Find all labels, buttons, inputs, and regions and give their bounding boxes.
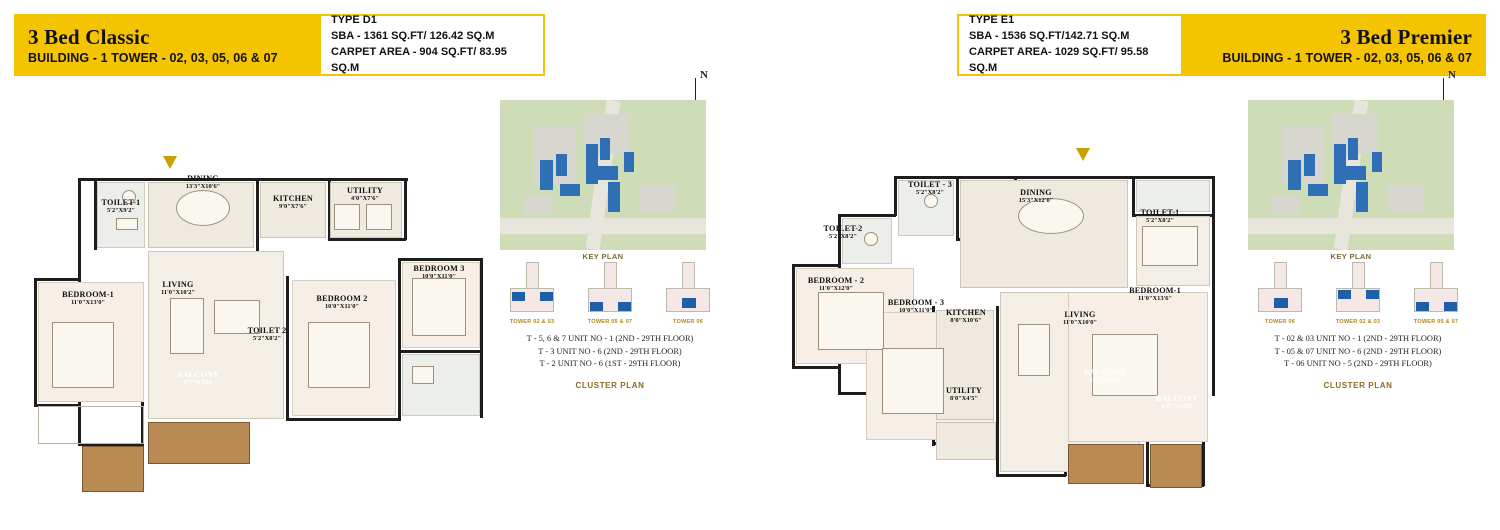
cluster-tower-item (578, 260, 642, 325)
utility-fixture (334, 204, 360, 230)
cluster-tower-caption: TOWER 05 & 07 (1413, 319, 1459, 325)
cluster-plan (500, 260, 720, 390)
room-label-balcony-bedroom-1: BALCONY 4'0" WIDE (1155, 394, 1199, 411)
right-unit-sba: SBA - 1536 SQ.FT/142.71 SQ.M (969, 30, 1130, 43)
cluster-tower-diagram (500, 260, 564, 318)
left-unit-sba: SBA - 1361 SQ.FT/ 126.42 SQ.M (331, 30, 495, 43)
room-label-utility: UTILITY 4'0"X7'6" (347, 186, 383, 203)
cluster-tower-item (656, 260, 720, 325)
utility-fixture (366, 204, 392, 230)
room-toilet-2 (402, 354, 480, 416)
basin-fixture (116, 218, 138, 230)
cluster-tower-diagram (656, 260, 720, 318)
sofa-furniture (1018, 324, 1050, 376)
room-label-balcony-living: BALCONY 4'7"WIDE (176, 370, 220, 387)
room-label-bedroom-1: BEDROOM-1 11'0"X13'0" (62, 290, 114, 307)
wall-segment (838, 214, 896, 217)
bed-furniture (52, 322, 114, 388)
left-unit-header (14, 14, 319, 76)
right-unit-header (1183, 14, 1486, 76)
bed-furniture (412, 278, 466, 336)
balcony-bedroom-1 (82, 446, 144, 492)
cluster-tower-item (1326, 260, 1390, 325)
cluster-tower-row (1248, 260, 1468, 325)
room-toilet-1 (97, 182, 145, 248)
balcony-bedroom-1 (1150, 444, 1202, 488)
cluster-tower-diagram (1404, 260, 1468, 318)
room-label-utility: UTILITY 8'0"X4'5" (946, 386, 982, 403)
room-label-bedroom-2: BEDROOM 2 10'0"X11'0" (316, 294, 368, 311)
north-arrow-icon: N (1434, 104, 1453, 123)
room-label-toilet-3: TOILET - 3 5'2"X8'2" (907, 180, 953, 197)
left-unit-title: 3 Bed Classic (28, 25, 150, 50)
room-label-bedroom-1: BEDROOM-1 11'0"X13'6" (1129, 286, 1181, 303)
wall-segment (404, 178, 407, 240)
wall-segment (34, 278, 80, 281)
entry-arrow-icon (163, 156, 177, 169)
room-kitchen (936, 310, 994, 420)
sofa-furniture (170, 298, 204, 354)
dining-table-furniture (176, 190, 230, 226)
left-unit-type-label: TYPE D1 (331, 14, 377, 27)
wall-segment (792, 264, 840, 267)
wc-fixture (412, 366, 434, 384)
wall-segment (78, 178, 408, 181)
balcony-living (148, 422, 250, 464)
left-unit-plan (8, 69, 744, 526)
room-label-dining: DINING 15'3"X12'0" (1018, 188, 1054, 205)
left-unit-subtitle: BUILDING - 1 TOWER - 02, 03, 05, 06 & 07 (28, 51, 278, 66)
wall-segment (328, 238, 406, 241)
cluster-tower-caption: TOWER 05 & 07 (587, 319, 633, 325)
cluster-note: T - 3 UNIT NO - 6 (2ND - 29TH FLOOR) (538, 346, 682, 356)
room-label-balcony-bedroom-1: BALCONY 4'0"WIDE (92, 408, 136, 425)
cluster-note: T - 5, 6 & 7 UNIT NO - 1 (2ND - 29TH FLOOR) (526, 334, 694, 343)
wall-segment (996, 474, 1066, 477)
room-label-balcony-living: BALCONY 5'0" WIDE (1083, 368, 1127, 385)
room-label-toilet-2: TOILET 2 5'2"X8'2" (247, 326, 287, 343)
wall-segment (1212, 176, 1215, 396)
tv-furniture (1142, 226, 1198, 266)
right-unit-carpet: CARPET AREA- 1029 SQ.FT/ 95.58 SQ.M (969, 46, 1149, 74)
cluster-tower-item (500, 260, 564, 325)
wall-segment (996, 306, 999, 476)
room-label-bedroom-3: BEDROOM 3 10'0"X11'0" (413, 264, 465, 281)
cluster-tower-item (1404, 260, 1468, 325)
wall-segment (398, 258, 401, 421)
cluster-tower-caption: TOWER 02 & 03 (509, 319, 555, 325)
right-unit-plan (756, 69, 1492, 526)
room-label-living: LIVING 11'0"X10'2" (160, 280, 196, 297)
cluster-tower-item (1248, 260, 1312, 325)
right-unit-type-label: TYPE E1 (969, 14, 1015, 27)
cluster-tower-caption: TOWER 06 (1264, 319, 1296, 325)
cluster-tower-diagram (1248, 260, 1312, 318)
right-unit-subtitle: BUILDING - 1 TOWER - 02, 03, 05, 06 & 07 (1222, 51, 1472, 66)
room-label-bedroom-2: BEDROOM - 2 11'0"X12'0" (807, 276, 865, 293)
cluster-note: T - 05 & 07 UNIT NO - 6 (2ND - 29TH FLOOR) (1274, 346, 1442, 356)
entry-arrow-icon (1076, 148, 1090, 161)
wall-segment (286, 276, 289, 421)
wall-segment (34, 278, 37, 406)
room-label-bedroom-3: BEDROOM - 3 10'0"X11'0" (887, 298, 945, 315)
room-label-living: LIVING 11'0"X10'0" (1062, 310, 1098, 327)
cluster-notes (500, 333, 720, 371)
wall-segment (1130, 176, 1214, 179)
key-plan-caption: KEY PLAN (1330, 252, 1372, 261)
cluster-plan (1248, 260, 1468, 390)
room-label-kitchen: KITCHEN 8'0"X10'6" (945, 308, 987, 325)
wall-segment (398, 258, 483, 261)
room-label-kitchen: KITCHEN 9'0"X7'6" (272, 194, 314, 211)
left-unit-carpet: CARPET AREA - 904 SQ.FT/ 83.95 SQ.M (331, 46, 507, 74)
cluster-tower-row (500, 260, 720, 325)
wall-segment (480, 258, 483, 418)
wall-segment (78, 178, 81, 250)
wall-segment (792, 366, 840, 369)
cluster-notes (1248, 333, 1468, 371)
cluster-note: T - 02 & 03 UNIT NO - 1 (2ND - 29TH FLOOR) (1274, 334, 1442, 343)
key-plan (500, 100, 706, 261)
bed-furniture (1092, 334, 1158, 396)
cluster-tower-diagram (578, 260, 642, 318)
right-unit-area-box (957, 14, 1183, 76)
key-plan-image (500, 100, 706, 250)
cluster-tower-caption: TOWER 02 & 03 (1335, 319, 1381, 325)
cluster-plan-caption: CLUSTER PLAN (575, 380, 645, 390)
room-label-dining: DINING 13'3"X10'6" (185, 174, 221, 191)
bed-furniture (308, 322, 370, 388)
balcony-living (1068, 444, 1144, 484)
cluster-note: T - 06 UNIT NO - 5 (2ND - 29TH FLOOR) (1284, 359, 1432, 369)
room-label-toilet-1: TOILET-1 5'2"X8'2" (1140, 208, 1180, 225)
room-label-toilet-1: TOILET-1 5'2"X9'2" (101, 198, 141, 215)
key-plan-image (1248, 100, 1454, 250)
cluster-tower-diagram (1326, 260, 1390, 318)
room-label-toilet-2: TOILET-2 5'2"X8'2" (823, 224, 863, 241)
right-unit-title: 3 Bed Premier (1340, 25, 1472, 50)
room-utility (936, 422, 996, 460)
north-arrow-icon: N (686, 104, 705, 123)
wall-segment (398, 350, 483, 353)
wall-segment (286, 418, 401, 421)
cluster-tower-caption: TOWER 06 (672, 319, 704, 325)
bed-furniture (882, 348, 944, 414)
key-plan (1248, 100, 1454, 261)
key-plan-caption: KEY PLAN (582, 252, 624, 261)
cluster-plan-caption: CLUSTER PLAN (1323, 380, 1393, 390)
left-unit-area-box (319, 14, 545, 76)
cluster-note: T - 2 UNIT NO - 6 (1ST - 29TH FLOOR) (539, 359, 681, 369)
